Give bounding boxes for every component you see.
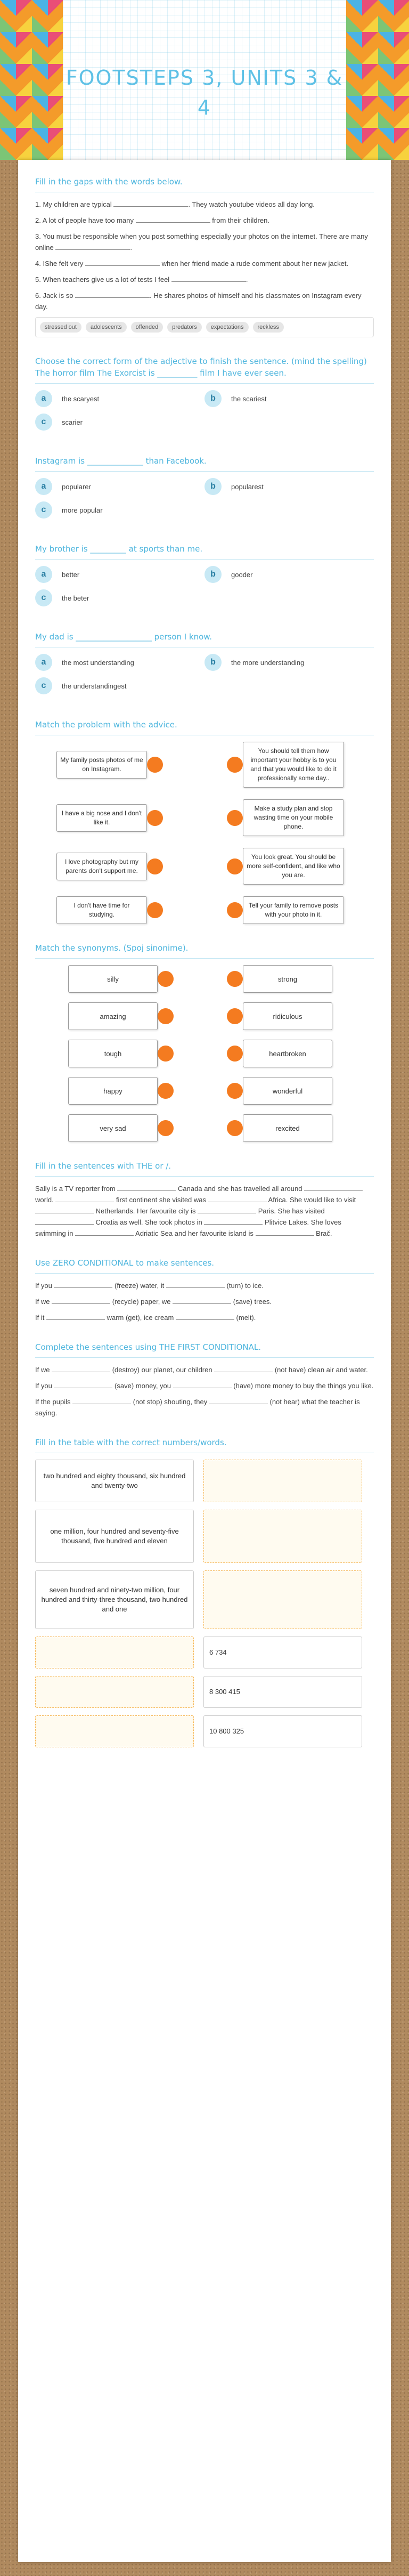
table-row — [35, 1637, 374, 1668]
synonym-card: silly — [68, 965, 158, 993]
quiz-option[interactable]: c the understandingest — [35, 677, 204, 694]
conditional-sentence: If we (recycle) paper, we (save) trees. — [35, 1298, 272, 1306]
synonym-pair — [35, 1002, 374, 1030]
match-pair — [35, 896, 374, 924]
page-title: FOOTSTEPS 3, UNITS 3 & 4 — [66, 66, 343, 119]
answer-input[interactable] — [35, 1637, 194, 1668]
table-row — [35, 1570, 374, 1629]
synonym-card: strong — [243, 965, 332, 993]
quiz-option[interactable]: c more popular — [35, 501, 204, 519]
synonym-card: tough — [68, 1040, 158, 1067]
section-match-advice — [35, 719, 374, 924]
gap-input[interactable] — [209, 1398, 268, 1404]
gap-input[interactable] — [75, 1229, 134, 1236]
table-cell-words: two hundred and eighty thousand, six hundred and twenty-two — [35, 1460, 194, 1502]
conditional-sentence: If we (destroy) our planet, our children (not have) clean air and water. — [35, 1366, 368, 1374]
option-badge: c — [35, 501, 52, 519]
gap-input[interactable] — [72, 1398, 131, 1404]
synonym-card: amazing — [68, 1002, 158, 1030]
quiz-question: Instagram is ______________ than Facebook. — [35, 455, 374, 472]
word-chip[interactable]: stressed out — [40, 322, 81, 333]
section-title: Fill in the table with the correct numbers/words. — [35, 1437, 374, 1453]
gap-sentence: 2. A lot of people have too many from their children. — [35, 216, 269, 224]
gap-sentence: 4. IShe felt very when her friend made a rude comment about her new jacket. — [35, 260, 349, 268]
gap-input[interactable] — [198, 1207, 256, 1213]
option-badge: a — [35, 390, 52, 407]
gap-input[interactable] — [304, 1185, 363, 1191]
synonym-pair — [35, 1114, 374, 1142]
gap-input[interactable] — [171, 276, 246, 282]
gap-sentence: 3. You must be responsible when you post something especially your photos on the internet. There are many online . — [35, 232, 368, 252]
answer-input[interactable] — [35, 1676, 194, 1708]
quiz-option[interactable]: a the scaryest — [35, 390, 204, 407]
quiz-question: My brother is _________ at sports than me. — [35, 543, 374, 560]
match-connector[interactable] — [147, 810, 163, 826]
answer-input[interactable] — [35, 1715, 194, 1747]
quiz-option[interactable]: b the more understanding — [204, 654, 374, 671]
synonym-card: wonderful — [243, 1077, 332, 1105]
match-connector[interactable] — [227, 810, 243, 826]
table-cell-words: one million, four hundred and seventy-five thousand, five hundred and eleven — [35, 1510, 194, 1563]
conditional-sentence: If it warm (get), ice cream (melt). — [35, 1314, 256, 1322]
quiz-option[interactable]: b popularest — [204, 478, 374, 495]
quiz-option[interactable]: a better — [35, 566, 204, 583]
gap-sentence: 1. My children are typical . They watch youtube videos all day long. — [35, 200, 315, 208]
section-title: Fill in the gaps with the words below. — [35, 176, 374, 192]
gap-input[interactable] — [204, 1218, 263, 1225]
section-quiz-1 — [35, 355, 374, 437]
quiz-option[interactable]: c scarier — [35, 414, 204, 431]
answer-input[interactable] — [203, 1460, 362, 1502]
problem-card: My family posts photos of me on Instagram. — [56, 751, 147, 779]
problem-card: I don't have time for studying. — [56, 896, 147, 924]
quiz-option[interactable]: a the most understanding — [35, 654, 204, 671]
advice-card: Make a study plan and stop wasting time on your mobile phone. — [243, 799, 344, 836]
table-row — [35, 1715, 374, 1747]
gap-input[interactable] — [136, 216, 210, 223]
section-zero-conditional — [35, 1257, 374, 1323]
quiz-option[interactable]: a popularer — [35, 478, 204, 495]
match-connector[interactable] — [227, 1008, 243, 1024]
section-articles — [35, 1160, 374, 1239]
quiz-option[interactable]: b gooder — [204, 566, 374, 583]
decorative-pattern-left — [0, 0, 63, 160]
quiz-question: My dad is ___________________ person I know. — [35, 631, 374, 647]
gap-input[interactable] — [176, 1314, 234, 1320]
decorative-pattern-right — [346, 0, 409, 160]
answer-input[interactable] — [203, 1570, 362, 1629]
conditional-sentence: If the pupils (not stop) shouting, they (not hear) what the teacher is saying. — [35, 1398, 360, 1417]
section-first-conditional — [35, 1341, 374, 1419]
articles-paragraph: Sally is a TV reporter from Canada and she has travelled all around world. first continent she visited was Africa. She would like to visit Netherlands. Her favourite city is Paris. She has visited Croatia as well. She took photos in Plitvice Lakes. She loves swimming in Adriatic Sea and her favourite island is Brač. — [35, 1183, 374, 1239]
word-chip[interactable]: expectations — [206, 322, 249, 333]
synonym-card: happy — [68, 1077, 158, 1105]
gap-input[interactable] — [208, 1196, 267, 1202]
quiz-question: The horror film The Exorcist is __________ film I have ever seen. — [35, 367, 374, 384]
match-connector[interactable] — [158, 1008, 174, 1024]
section-quiz-4 — [35, 631, 374, 701]
gap-input[interactable] — [166, 1282, 225, 1288]
option-badge: c — [35, 677, 52, 694]
advice-card: You should tell them how important your hobby is to you and that you would like to do it professionally some day.. — [243, 742, 344, 788]
section-quiz-3 — [35, 543, 374, 613]
section-quiz-2 — [35, 455, 374, 525]
synonym-card: heartbroken — [243, 1040, 332, 1067]
option-badge: a — [35, 566, 52, 583]
gap-input[interactable] — [35, 1218, 94, 1225]
section-title: Complete the sentences using THE FIRST CONDITIONAL. — [35, 1341, 374, 1358]
table-cell-number: 6 734 — [203, 1637, 362, 1668]
option-badge: c — [35, 414, 52, 431]
gap-input[interactable] — [173, 1382, 232, 1388]
match-connector[interactable] — [227, 902, 243, 918]
option-badge: b — [204, 654, 222, 671]
table-row — [35, 1460, 374, 1502]
gap-input[interactable] — [46, 1314, 105, 1320]
gap-input[interactable] — [256, 1229, 314, 1236]
match-connector[interactable] — [158, 1046, 174, 1062]
gap-input[interactable] — [75, 291, 150, 298]
match-connector[interactable] — [158, 971, 174, 987]
problem-card: I love photography but my parents don't support me. — [56, 853, 147, 880]
section-title: Choose the correct form of the adjective to finish the sentence. (mind the spelling) — [35, 357, 367, 366]
header-panel — [63, 0, 346, 160]
conditional-sentence: If you (freeze) water, it (turn) to ice. — [35, 1282, 264, 1290]
gap-input[interactable] — [85, 260, 160, 266]
gap-input[interactable] — [35, 1207, 94, 1213]
gap-input[interactable] — [52, 1366, 110, 1372]
word-bank — [35, 317, 374, 337]
quiz-option[interactable]: c the beter — [35, 589, 204, 606]
match-connector[interactable] — [227, 971, 243, 987]
synonym-card: rexcited — [243, 1114, 332, 1142]
word-chip[interactable]: adolescents — [86, 322, 127, 333]
table-cell-number: 8 300 415 — [203, 1676, 362, 1708]
gap-input[interactable] — [173, 1298, 231, 1304]
word-chip[interactable]: predators — [167, 322, 201, 333]
problem-card: I have a big nose and I don't like it. — [56, 804, 147, 832]
option-badge: a — [35, 478, 52, 495]
match-connector[interactable] — [227, 858, 243, 874]
gap-input[interactable] — [52, 1298, 110, 1304]
worksheet — [18, 160, 391, 2562]
synonym-card: very sad — [68, 1114, 158, 1142]
gap-input[interactable] — [55, 1196, 114, 1202]
answer-input[interactable] — [203, 1510, 362, 1563]
match-connector[interactable] — [147, 858, 163, 874]
synonym-pair — [35, 1040, 374, 1067]
section-title: Use ZERO CONDITIONAL to make sentences. — [35, 1257, 374, 1274]
word-chip[interactable]: offended — [131, 322, 163, 333]
gap-sentence: 6. Jack is so . He shares photos of himself and his classmates on Instagram every day. — [35, 291, 362, 311]
gap-input[interactable] — [55, 244, 130, 250]
synonym-card: ridiculous — [243, 1002, 332, 1030]
section-fill-gaps — [35, 176, 374, 337]
section-title: Match the synonyms. (Spoj sinonime). — [35, 942, 374, 959]
gap-input[interactable] — [214, 1366, 273, 1372]
gap-input[interactable] — [117, 1185, 176, 1191]
table-row — [35, 1510, 374, 1563]
option-badge: b — [204, 390, 222, 407]
match-pair — [35, 799, 374, 836]
synonym-pair — [35, 965, 374, 993]
section-number-table — [35, 1437, 374, 1747]
word-chip[interactable]: reckless — [253, 322, 284, 333]
match-connector[interactable] — [147, 902, 163, 918]
section-match-synonyms — [35, 942, 374, 1142]
match-connector[interactable] — [158, 1120, 174, 1136]
option-badge: a — [35, 654, 52, 671]
match-connector[interactable] — [147, 757, 163, 773]
synonym-pair — [35, 1077, 374, 1105]
quiz-option[interactable]: b the scariest — [204, 390, 374, 407]
section-title: Fill in the sentences with THE or /. — [35, 1160, 374, 1177]
match-connector[interactable] — [158, 1083, 174, 1099]
match-pair — [35, 848, 374, 885]
match-connector[interactable] — [227, 757, 243, 773]
table-cell-words: seven hundred and ninety-two million, four hundred and thirty-three thousand, two hundred and one — [35, 1570, 194, 1629]
table-row — [35, 1676, 374, 1708]
option-badge: b — [204, 566, 222, 583]
match-connector[interactable] — [227, 1120, 243, 1136]
option-badge: c — [35, 589, 52, 606]
match-connector[interactable] — [227, 1046, 243, 1062]
conditional-sentence: If you (save) money, you (have) more money to buy the things you like. — [35, 1382, 374, 1390]
match-pair — [35, 742, 374, 788]
section-title: Match the problem with the advice. — [35, 719, 374, 735]
gap-input[interactable] — [54, 1282, 112, 1288]
advice-card: You look great. You should be more self-confident, and like who you are. — [243, 848, 344, 885]
match-connector[interactable] — [227, 1083, 243, 1099]
gap-input[interactable] — [54, 1382, 112, 1388]
gap-sentence: 5. When teachers give us a lot of tests I feel . — [35, 276, 248, 283]
advice-card: Tell your family to remove posts with your photo in it. — [243, 896, 344, 924]
option-badge: b — [204, 478, 222, 495]
table-cell-number: 10 800 325 — [203, 1715, 362, 1747]
gap-input[interactable] — [113, 200, 188, 207]
